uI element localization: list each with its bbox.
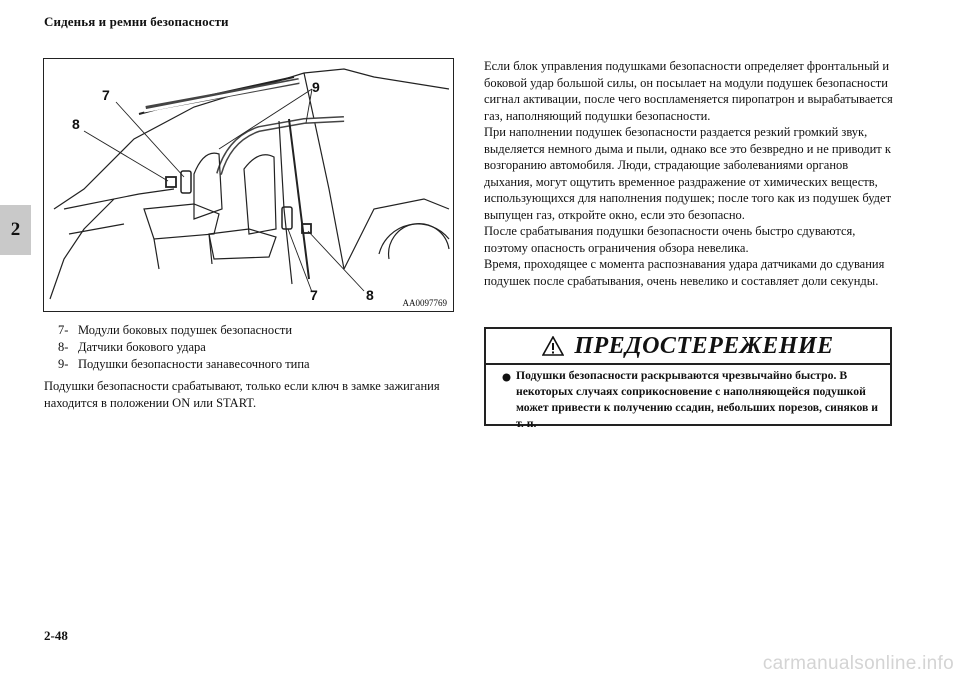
watermark: carmanualsonline.info [762,653,954,674]
warning-item [486,365,890,432]
airbag-illustration [43,58,454,312]
deployment-description [484,58,896,289]
legend-text: Датчики бокового удара [78,340,206,354]
legend-number: 9- [58,357,69,371]
page-number: 2-48 [44,628,68,643]
legend-item [58,339,458,356]
warning-triangle-icon [542,336,564,356]
paragraph-deflation: После срабатывания подушки безопасности очень быстро сдуваются, поэтому опасность ограничения обзора невелика. [484,224,856,255]
callout-8-left: 8 [72,116,80,132]
figure-code: AA0097769 [402,298,447,308]
legend-text: Подушки безопасности занавесочного типа [78,357,310,371]
chapter-tab: 2 [0,205,31,255]
paragraph-deployment: Если блок управления подушками безопасности определяет фронтальный и боковой удар большой силы, он посылает на модули подушек безопасности сигнал активации, после чего воспламеняется пиропатрон и вырабатывается газ, наполняющий подушки безопасности. [484,59,893,123]
warning-text: Подушки безопасности раскрываются чрезвычайно быстро. В некоторых случаях соприкосновение с наполняющейся подушкой может привести к получению ссадин, небольших порезов, синяков и т. п. [516,369,878,430]
legend-number: 7- [58,323,69,337]
warning-header [486,329,890,365]
legend-number: 8- [58,340,69,354]
callout-8-bottom: 8 [366,287,374,303]
bullet-dot-icon [502,368,516,432]
legend-text: Модули боковых подушек безопасности [78,323,293,337]
figure-legend [58,322,458,373]
warning-title: ПРЕДОСТЕРЕЖЕНИЕ [574,332,834,359]
activation-paragraph: Подушки безопасности срабатывают, только если ключ в замке зажигания находится в положении ON или START. [44,379,440,410]
callout-9: 9 [312,79,320,95]
legend-item [58,356,458,373]
callout-7-bottom: 7 [310,287,318,303]
warning-box [484,327,892,430]
callout-7-top: 7 [102,87,110,103]
paragraph-inflation: При наполнении подушек безопасности раздается резкий громкий звук, выделяется немного дыма и пыли, однако все это безвредно и не приводит к возгоранию автомобиля. Люди, страдающие заболеваниями органов дыхания, могут ощутить временное раздражение от химических веществ, использующихся для наполнения подушек; после того как из подушек будет выпущен газ, откройте окно, если это безопасно. [484,125,892,222]
legend-item [58,322,458,339]
paragraph-timing: Время, проходящее с момента распознавания удара датчиками до сдувания подушек после срабатывания, очень невелико и составляет доли секунды. [484,257,885,288]
section-header: Сиденья и ремни безопасности [44,14,229,29]
